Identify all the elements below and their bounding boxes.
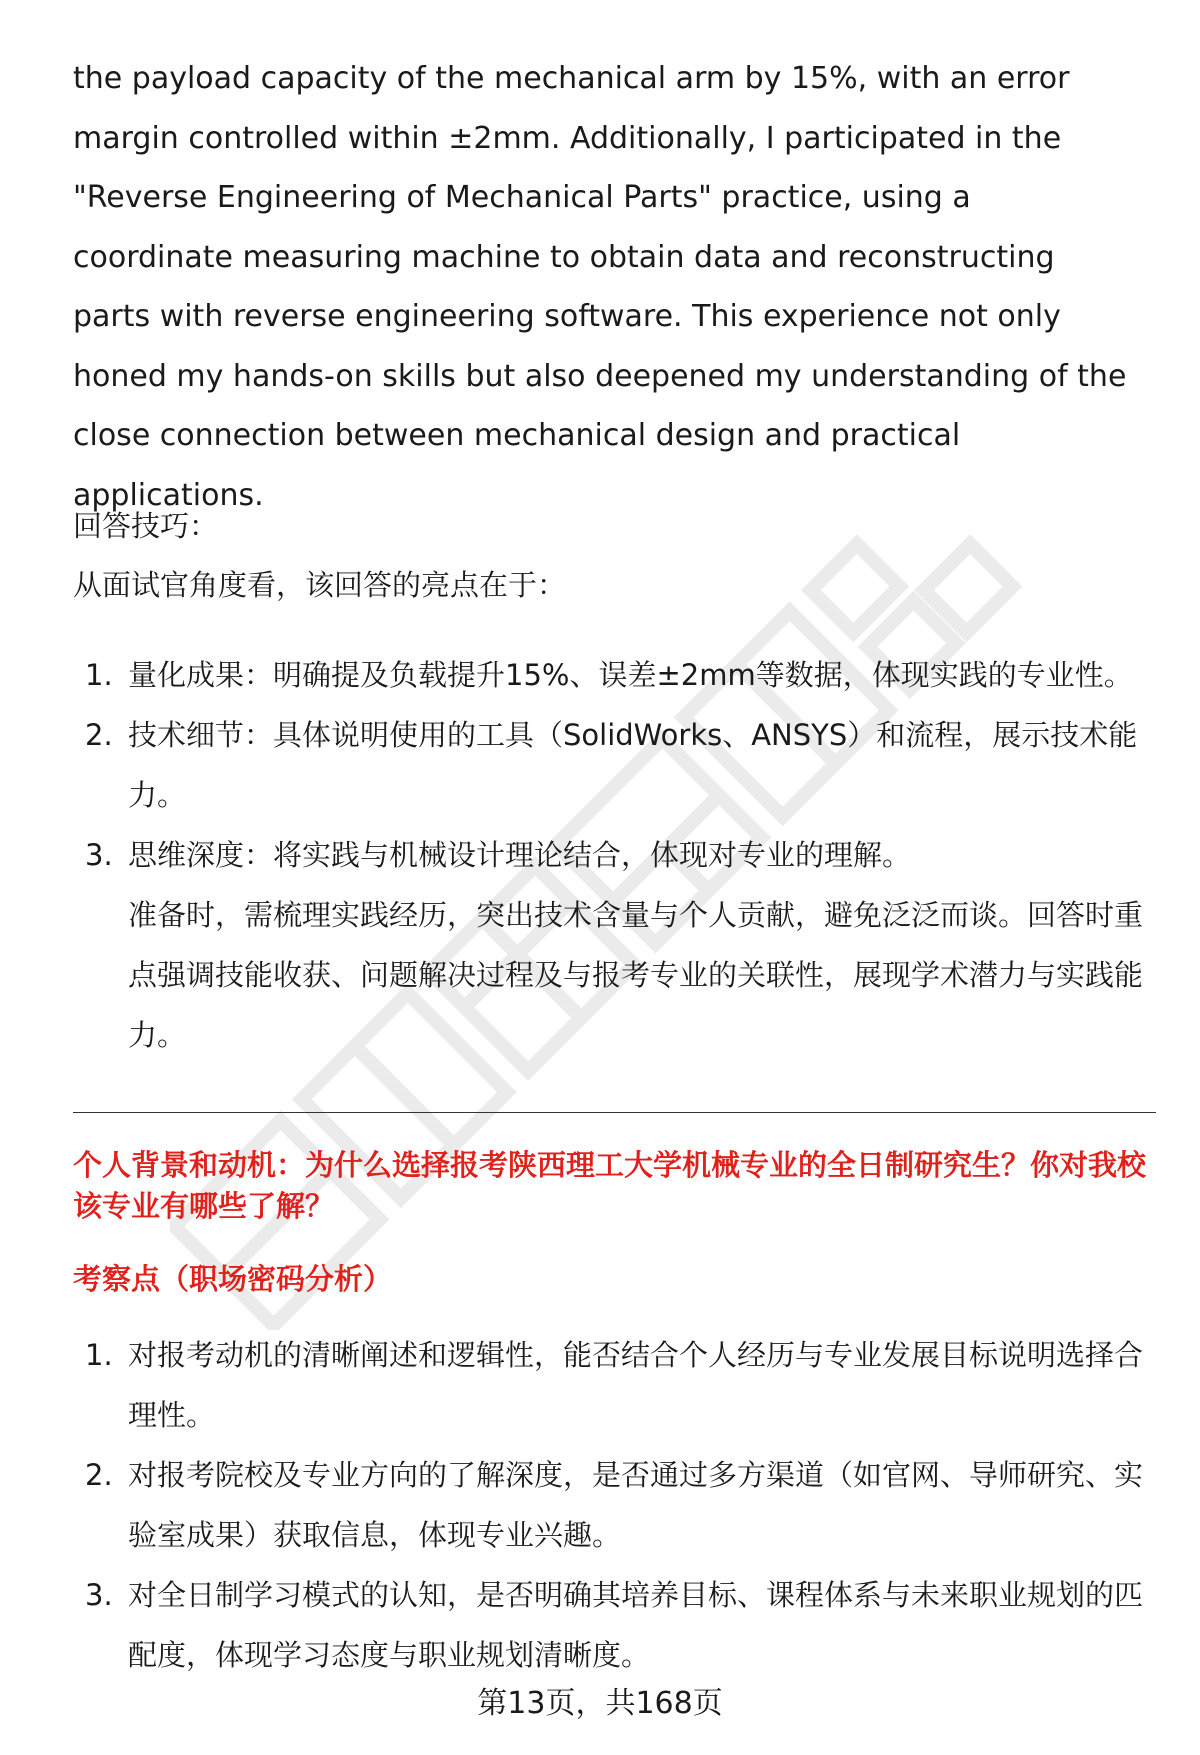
tips-list-item <box>73 825 1143 885</box>
question-title: 个人背景和动机：为什么选择报考陕西理工大学机械专业的全日制研究生？你对我校该专业有哪些了解？ <box>73 1148 1147 1223</box>
analysis-list-item <box>73 1445 1143 1565</box>
list-text: 对报考动机的清晰阐述和逻辑性，能否结合个人经历与专业发展目标说明选择合理性。 <box>128 1338 1144 1432</box>
tips-list-item <box>73 645 1143 705</box>
analysis-list-item <box>73 1565 1143 1685</box>
list-number: 1. <box>85 658 113 692</box>
list-text: 思维深度：将实践与机械设计理论结合，体现对专业的理解。 <box>128 838 912 872</box>
list-number: 2. <box>85 1458 113 1492</box>
list-number: 3. <box>85 838 113 872</box>
list-text: 对全日制学习模式的认知，是否明确其培养目标、课程体系与未来职业规划的匹配度，体现学习态度与职业规划清晰度。 <box>128 1578 1144 1672</box>
analysis-list-item <box>73 1325 1143 1445</box>
tips-list-item <box>73 705 1143 825</box>
section-divider <box>73 1112 1156 1113</box>
tips-lead: 从面试官角度看，该回答的亮点在于： <box>73 568 567 602</box>
page-number: 第13页，共168页 <box>477 1686 723 1721</box>
list-text: 技术细节：具体说明使用的工具（SolidWorks、ANSYS）和流程，展示技术能力。 <box>128 718 1138 812</box>
list-number: 3. <box>85 1578 113 1612</box>
intro-paragraph: the payload capacity of the mechanical arm by 15%, with an error margin controlled within ±2mm. Additionally, I participated in the "Reverse Engineering of Mechanical Parts" practice, using a coordinate measuring machine to obtain data and reconstructing parts with reverse engineering software. This experience not only honed my hands-on skills but also deepened my understanding of the close connection between mechanical design and practical applications. <box>73 61 1127 513</box>
prep-note: 准备时，需梳理实践经历，突出技术含量与个人贡献，避免泛泛而谈。回答时重点强调技能收获、问题解决过程及与报考专业的关联性，展现学术潜力与实践能力。 <box>128 898 1144 1052</box>
list-text: 量化成果：明确提及负载提升15%、误差±2mm等数据，体现实践的专业性。 <box>128 658 1133 692</box>
analysis-heading: 考察点（职场密码分析） <box>73 1262 393 1296</box>
list-number: 1. <box>85 1338 113 1372</box>
tips-label: 回答技巧： <box>73 509 219 543</box>
list-number: 2. <box>85 718 113 752</box>
list-text: 对报考院校及专业方向的了解深度，是否通过多方渠道（如官网、导师研究、实验室成果）获取信息，体现专业兴趣。 <box>128 1458 1144 1552</box>
